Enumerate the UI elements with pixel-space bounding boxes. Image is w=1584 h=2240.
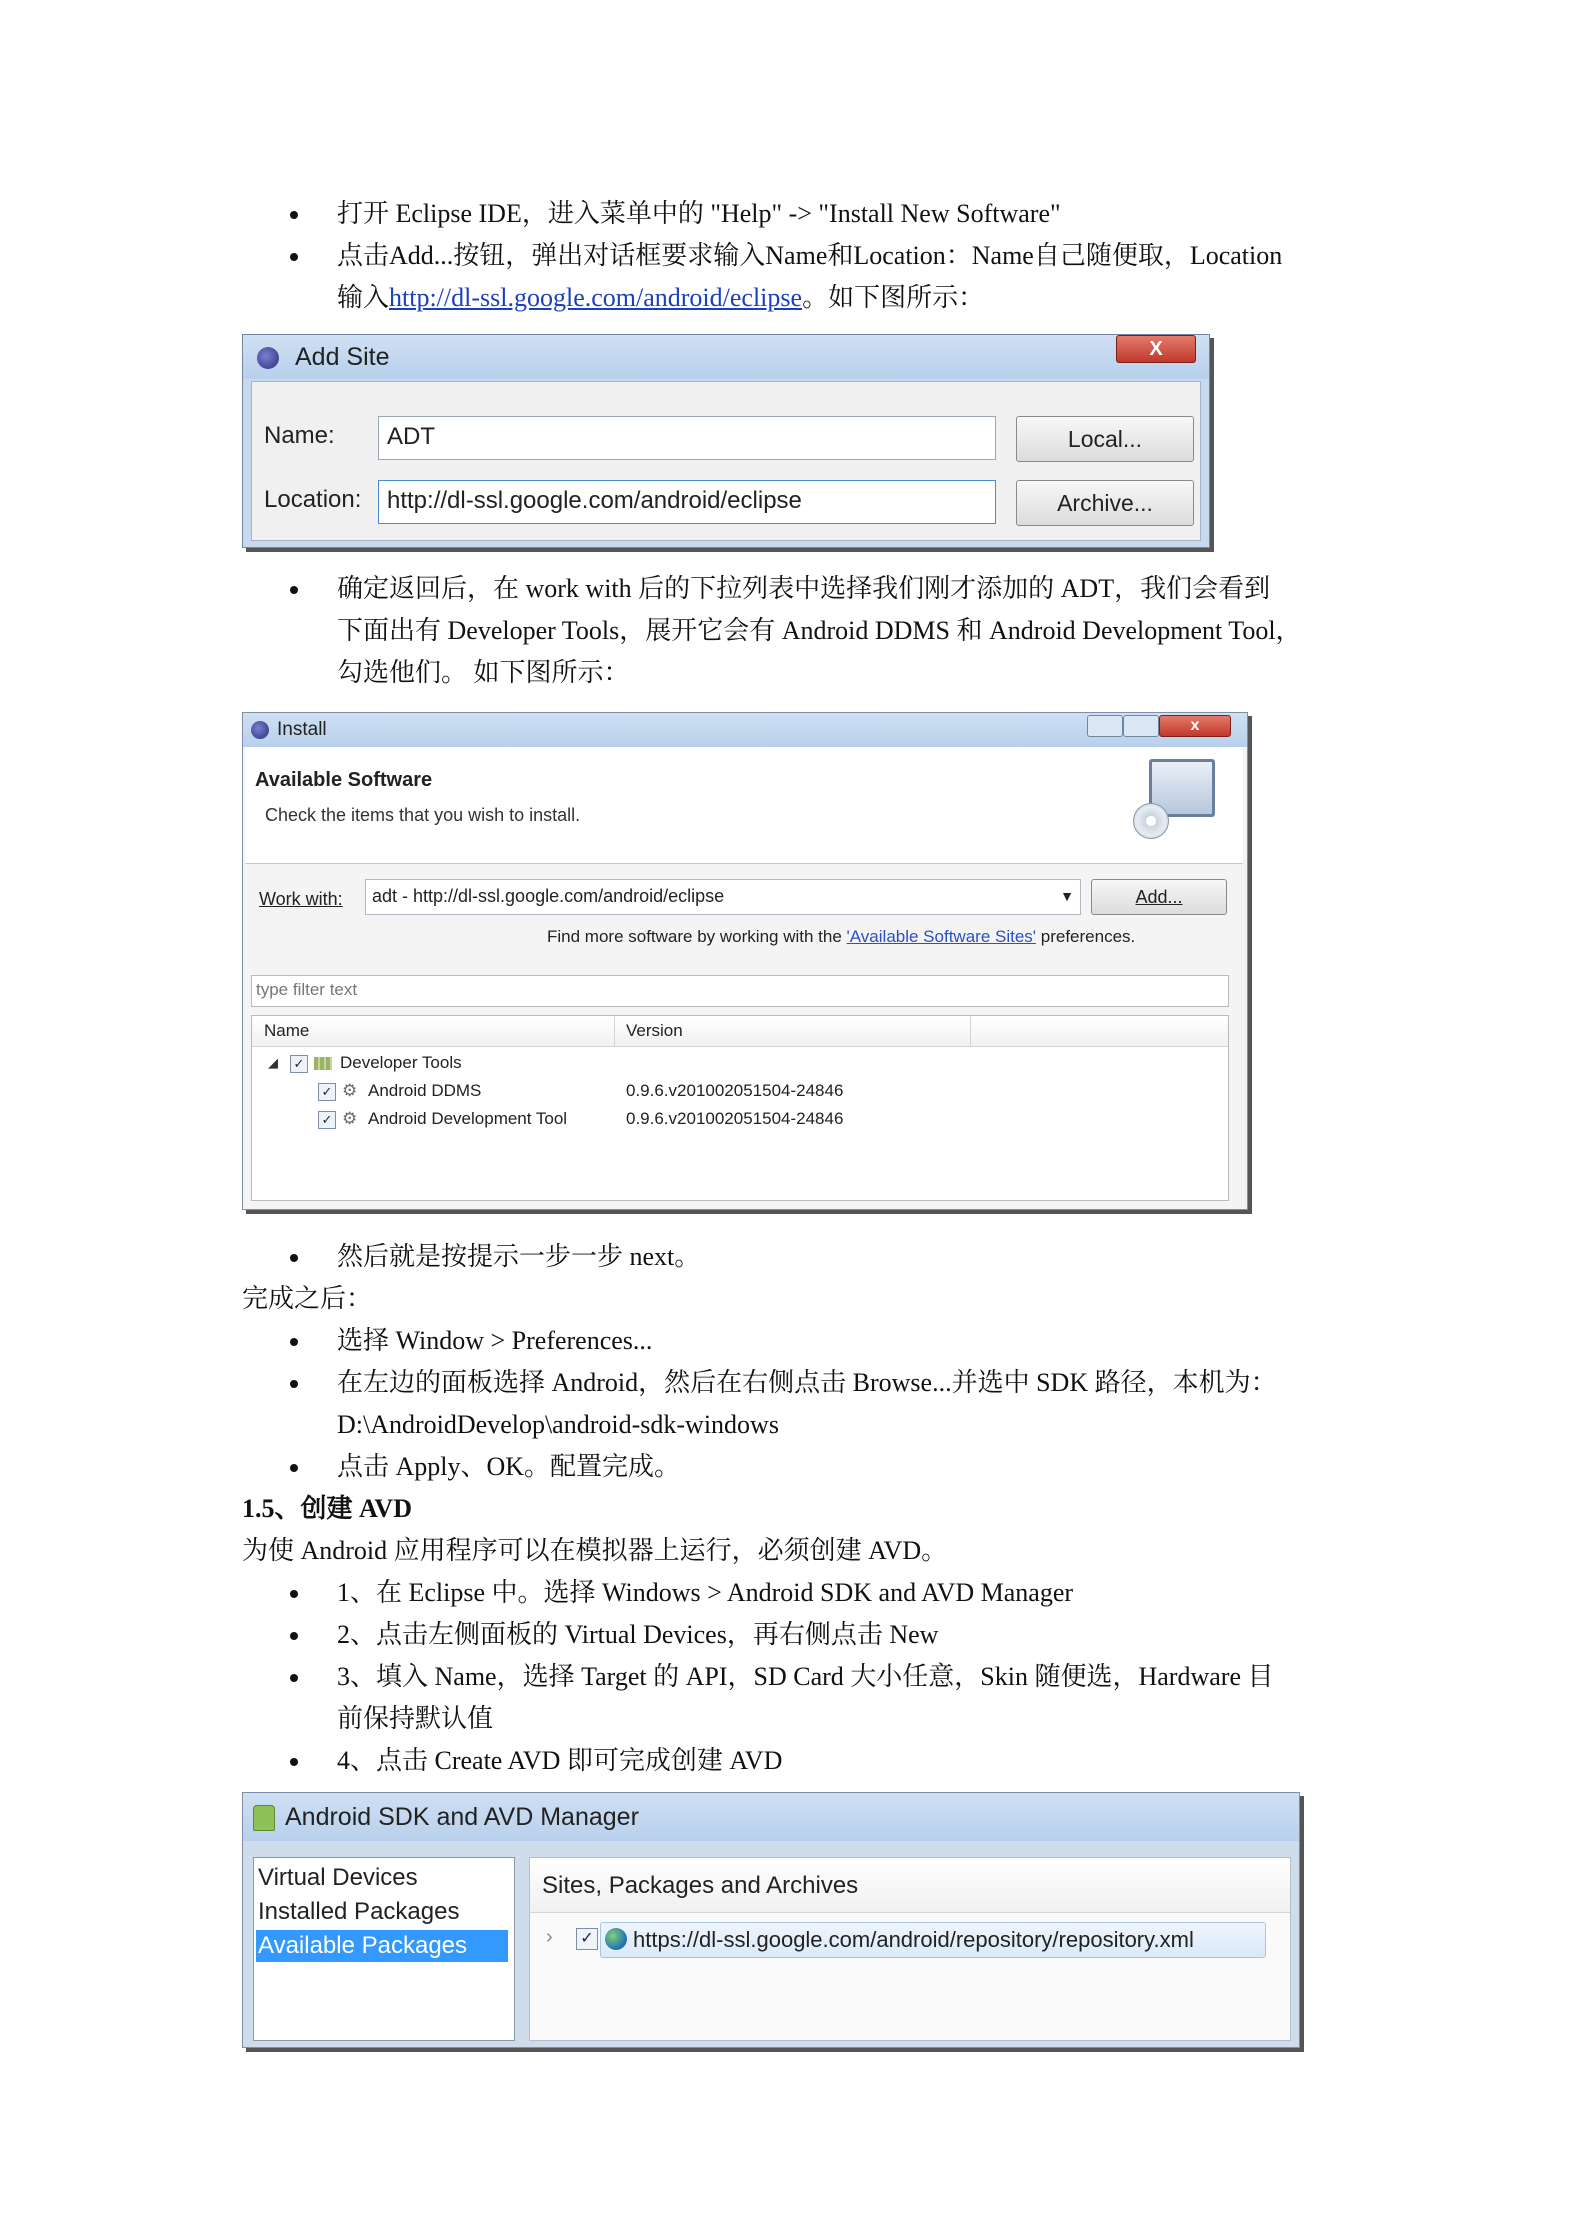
eclipse-icon bbox=[251, 721, 269, 739]
bullet-dot bbox=[290, 1590, 298, 1598]
text-suffix: 。如下图所示： bbox=[802, 283, 985, 312]
text-prefix: 输入 bbox=[337, 283, 390, 312]
checkbox-checked[interactable]: ✓ bbox=[576, 1928, 598, 1950]
window-titlebar bbox=[243, 1793, 1299, 1841]
bullet-text: 打开 Eclipse IDE，进入菜单中的 "Help" -> "Install New Software" bbox=[337, 199, 1061, 228]
col-version[interactable]: Version bbox=[626, 1021, 683, 1040]
location-label: Location: bbox=[264, 486, 362, 513]
col-divider bbox=[614, 1016, 615, 1046]
maximize-icon[interactable] bbox=[1123, 715, 1159, 737]
section-heading: 1.5、创建 AVD bbox=[242, 1494, 412, 1523]
nav-panel bbox=[253, 1857, 515, 2041]
bullet-dot bbox=[290, 1758, 298, 1766]
site-url-box[interactable] bbox=[600, 1922, 1266, 1958]
available-software-sites-link[interactable]: 'Available Software Sites' bbox=[846, 927, 1037, 946]
bullet-dot bbox=[290, 253, 298, 261]
dialog-titlebar bbox=[243, 713, 1247, 747]
find-more-suffix: preferences. bbox=[1040, 927, 1136, 946]
eclipse-update-link[interactable]: http://dl-ssl.google.com/android/eclipse bbox=[389, 283, 803, 312]
tree-row-name: Android DDMS bbox=[368, 1081, 482, 1100]
header-subtitle: Check the items that you wish to install. bbox=[265, 805, 581, 825]
filter-input[interactable] bbox=[251, 975, 1229, 1007]
expand-arrow-icon[interactable]: ◢ bbox=[268, 1055, 278, 1070]
tree-row-version: 0.9.6.v201002051504-24846 bbox=[626, 1081, 844, 1100]
tree-row-version: 0.9.6.v201002051504-24846 bbox=[626, 1109, 844, 1128]
filter-placeholder: type filter text bbox=[256, 980, 358, 999]
install-disc-icon bbox=[1133, 803, 1169, 839]
dialog-title: Add Site bbox=[295, 343, 390, 371]
step-text: 1、在 Eclipse 中。选择 Windows > Android SDK and AVD Manager bbox=[337, 1578, 1074, 1607]
add-button[interactable]: Add... bbox=[1091, 879, 1227, 915]
sdk-manager-window bbox=[242, 1792, 1300, 2048]
window-title: Android SDK and AVD Manager bbox=[285, 1803, 639, 1831]
local-button[interactable]: Local... bbox=[1016, 416, 1194, 462]
archive-button[interactable]: Archive... bbox=[1016, 480, 1194, 526]
chevron-right-icon[interactable]: › bbox=[546, 1926, 553, 1948]
bullet-text-continued bbox=[337, 281, 984, 315]
tree-row-name: Android Development Tool bbox=[368, 1109, 568, 1128]
work-with-label: Work with: bbox=[259, 889, 343, 909]
step-text: 2、点击左侧面板的 Virtual Devices，再右侧点击 New bbox=[337, 1620, 939, 1649]
checkbox-checked[interactable]: ✓ bbox=[318, 1083, 336, 1101]
bullet-text: 然后就是按提示一步一步 next。 bbox=[337, 1242, 701, 1271]
install-header bbox=[245, 747, 1243, 864]
paragraph-text: 完成之后： bbox=[242, 1284, 373, 1313]
location-field[interactable] bbox=[378, 480, 996, 524]
dialog-title: Install bbox=[277, 719, 327, 740]
work-with-value: adt - http://dl-ssl.google.com/android/eclipse bbox=[372, 886, 725, 906]
step-text-continued: 前保持默认值 bbox=[337, 1704, 494, 1733]
tree-header bbox=[252, 1016, 1228, 1047]
dialog-titlebar bbox=[243, 335, 1209, 379]
plugin-gear-icon: ⚙ bbox=[342, 1109, 358, 1128]
minimize-icon[interactable] bbox=[1087, 715, 1123, 737]
step-text: 4、点击 Create AVD 即可完成创建 AVD bbox=[337, 1746, 783, 1775]
bullet-text: 点击 Apply、OK。配置完成。 bbox=[337, 1452, 681, 1481]
bullet-text: 确定返回后，在 work with 后的下拉列表中选择我们刚才添加的 ADT，我们会看到 bbox=[337, 574, 1271, 603]
globe-icon bbox=[605, 1928, 627, 1950]
tree-row-name: Developer Tools bbox=[340, 1053, 462, 1072]
bullet-text-continued: 勾选他们。 如下图所示： bbox=[337, 658, 630, 687]
col-divider bbox=[970, 1016, 971, 1046]
name-field[interactable] bbox=[378, 416, 996, 460]
chevron-down-icon[interactable]: ▼ bbox=[1060, 888, 1074, 904]
site-row[interactable] bbox=[536, 1920, 1276, 1960]
bullet-dot bbox=[290, 1632, 298, 1640]
bullet-text: 选择 Window > Preferences... bbox=[337, 1326, 653, 1355]
bullet-dot bbox=[290, 1674, 298, 1682]
bullet-text-continued: D:\AndroidDevelop\android-sdk-windows bbox=[337, 1410, 779, 1439]
add-site-dialog bbox=[242, 334, 1210, 548]
close-icon[interactable]: X bbox=[1116, 335, 1196, 363]
packages-panel bbox=[529, 1857, 1291, 2041]
bullet-dot bbox=[290, 1464, 298, 1472]
bullet-text-continued: 下面出有 Developer Tools，展开它会有 Android DDMS 和 Android Development Tool， bbox=[337, 616, 1302, 645]
paragraph-text: 为使 Android 应用程序可以在模拟器上运行，必须创建 AVD。 bbox=[242, 1536, 948, 1565]
tree-row[interactable] bbox=[252, 1052, 1228, 1078]
checkbox-checked[interactable]: ✓ bbox=[290, 1055, 308, 1073]
step-text: 3、填入 Name，选择 Target 的 API，SD Card 大小任意，Skin 随便选，Hardware 目 bbox=[337, 1662, 1274, 1691]
bullet-dot bbox=[290, 211, 298, 219]
name-value: ADT bbox=[387, 423, 435, 450]
nav-item-installed-packages[interactable]: Installed Packages bbox=[258, 1898, 460, 1925]
eclipse-icon bbox=[257, 347, 279, 369]
work-with-combo[interactable] bbox=[365, 879, 1081, 915]
find-more-prefix: Find more software by working with the bbox=[547, 927, 842, 946]
plugin-gear-icon: ⚙ bbox=[342, 1081, 358, 1100]
location-value: http://dl-ssl.google.com/android/eclipse bbox=[387, 487, 802, 514]
install-dialog bbox=[242, 712, 1248, 1210]
find-more-text bbox=[547, 927, 1135, 947]
nav-item-virtual-devices[interactable]: Virtual Devices bbox=[258, 1864, 418, 1891]
bullet-dot bbox=[290, 1380, 298, 1388]
col-name[interactable]: Name bbox=[264, 1021, 310, 1040]
site-url: https://dl-ssl.google.com/android/repository/repository.xml bbox=[633, 1927, 1194, 1952]
bullet-dot bbox=[290, 586, 298, 594]
dialog-body bbox=[251, 381, 1201, 541]
bullet-dot bbox=[290, 1254, 298, 1262]
close-icon[interactable]: x bbox=[1159, 715, 1231, 737]
software-tree bbox=[251, 1015, 1229, 1201]
bullet-text: 点击Add...按钮，弹出对话框要求输入Name和Location：Name自己随便取，Location bbox=[337, 241, 1283, 270]
header-title: Available Software bbox=[255, 769, 433, 791]
category-icon bbox=[314, 1057, 332, 1070]
bullet-text: 在左边的面板选择 Android，然后在右侧点击 Browse...并选中 SDK 路径，本机为： bbox=[337, 1368, 1277, 1397]
nav-item-available-packages[interactable]: Available Packages bbox=[256, 1930, 508, 1962]
name-label: Name: bbox=[264, 422, 335, 449]
android-icon bbox=[253, 1805, 275, 1831]
bullet-dot bbox=[290, 1338, 298, 1346]
checkbox-checked[interactable]: ✓ bbox=[318, 1111, 336, 1129]
panel-title: Sites, Packages and Archives bbox=[542, 1872, 859, 1899]
tree-row[interactable] bbox=[252, 1108, 1228, 1134]
tree-row[interactable] bbox=[252, 1080, 1228, 1106]
panel-header bbox=[530, 1858, 1290, 1913]
